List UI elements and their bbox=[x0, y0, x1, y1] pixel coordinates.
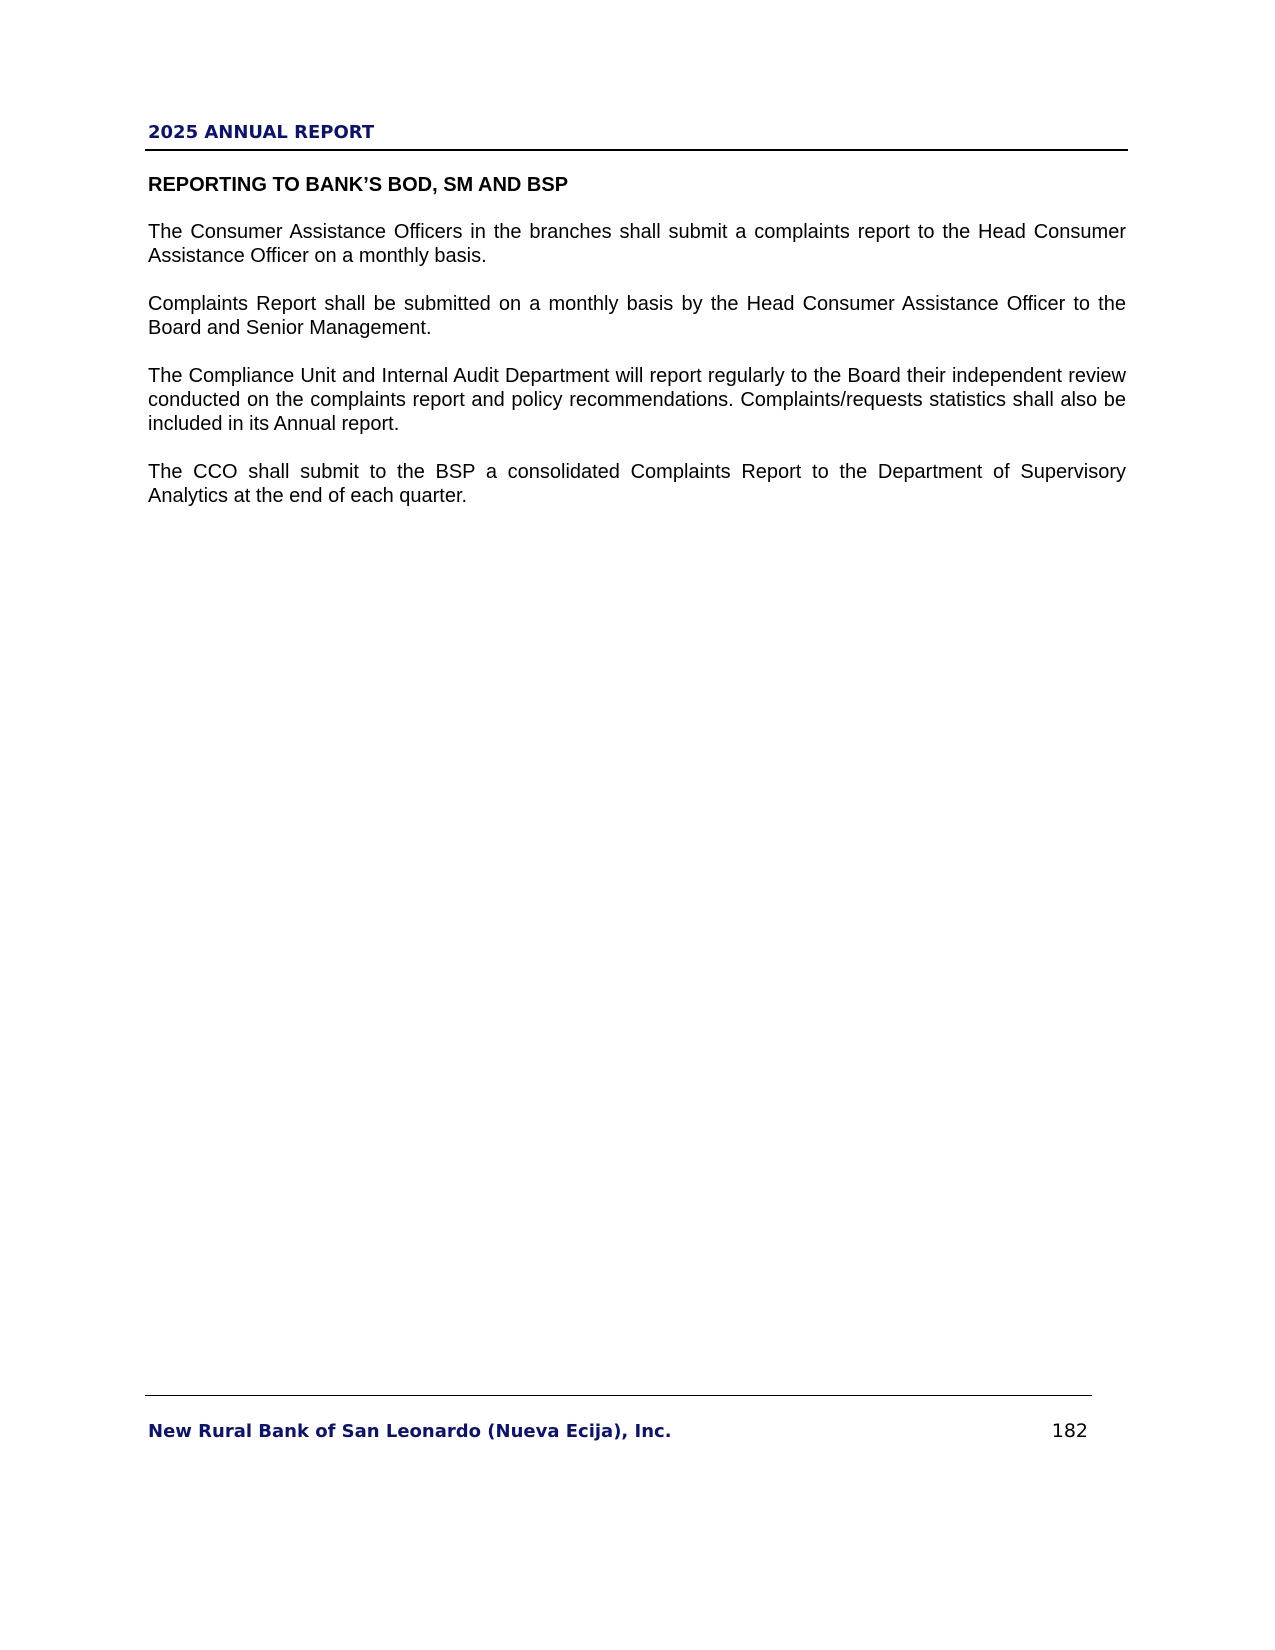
paragraph-compliance-review: The Compliance Unit and Internal Audit Department will report regularly to the Board their independent review conducted on the complaints report and policy recommendations. Complaints/requests statistics shall also be included in its Annual report. bbox=[148, 365, 1126, 435]
page-number: 182 bbox=[1051, 1420, 1088, 1442]
page-content bbox=[148, 173, 1126, 532]
footer-divider bbox=[145, 1395, 1092, 1396]
report-header-title: 2025 ANNUAL REPORT bbox=[148, 122, 375, 143]
paragraph-monthly-report: Complaints Report shall be submitted on a monthly basis by the Head Consumer Assistance Officer to the Board and Senior Management. bbox=[148, 293, 1126, 339]
paragraph-branch-reporting: The Consumer Assistance Officers in the branches shall submit a complaints report to the Head Consumer Assistance Officer on a monthly basis. bbox=[148, 221, 1126, 267]
footer-bank-name: New Rural Bank of San Leonardo (Nueva Ecija), Inc. bbox=[148, 1421, 672, 1442]
header-divider bbox=[145, 149, 1128, 151]
section-heading: REPORTING TO BANK’S BOD, SM AND BSP bbox=[148, 174, 569, 196]
paragraph-bsp-report: The CCO shall submit to the BSP a consolidated Complaints Report to the Department of Supervisory Analytics at the end of each quarter. bbox=[148, 461, 1126, 507]
